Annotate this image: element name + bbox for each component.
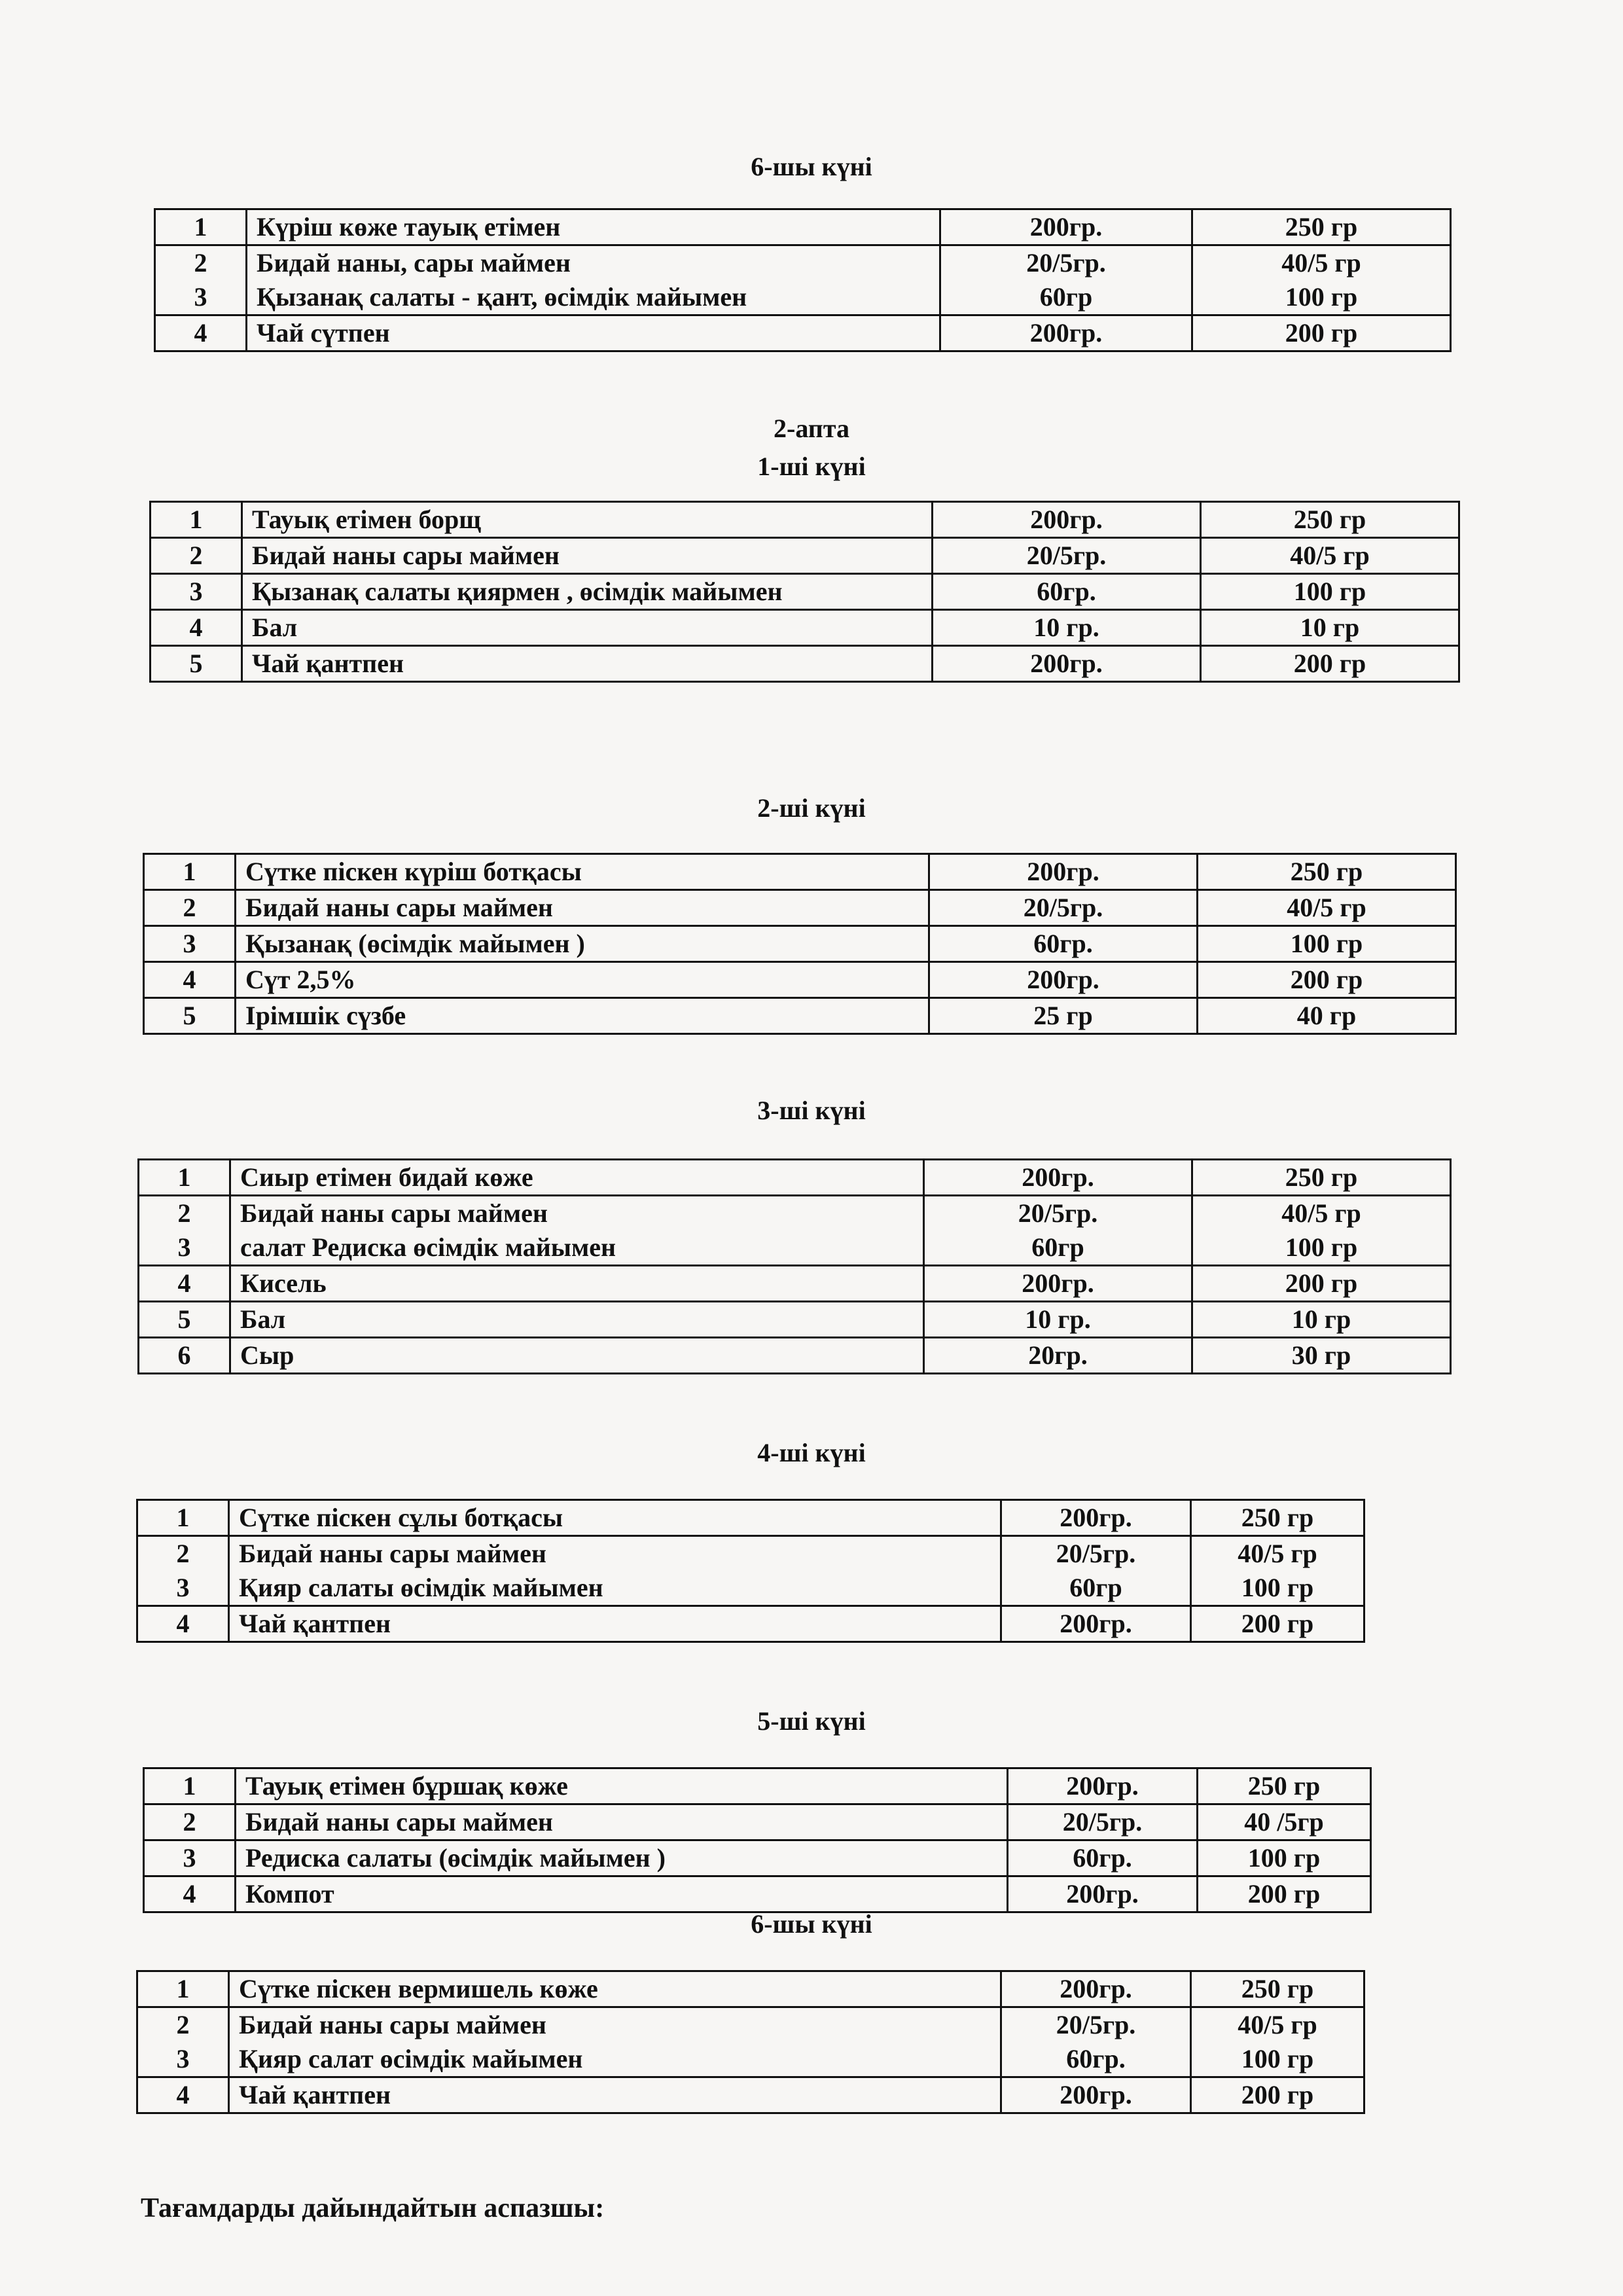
portion-small: 20/5гр. 60гр [924, 1196, 1192, 1266]
portion-small: 200гр. [1001, 2077, 1191, 2113]
portion-small: 20/5гр. [1008, 1804, 1198, 1840]
item-number: 4 [155, 315, 247, 351]
dish-name: Бал [242, 610, 933, 646]
day-heading: 5-ші күні [757, 1706, 866, 1736]
portion-large: 40/5 гр 100 гр [1192, 245, 1451, 315]
table-row [151, 538, 1459, 574]
item-number: 2 3 [137, 2007, 229, 2077]
table-row [151, 610, 1459, 646]
day-heading: 6-шы күні [751, 152, 872, 181]
portion-small: 200гр. [940, 209, 1192, 245]
table-row [137, 2007, 1364, 2077]
item-number: 4 [137, 2077, 229, 2113]
table-row [144, 1804, 1371, 1840]
dish-name: Чай қантпен [242, 646, 933, 682]
dish-name: Сүтке піскен вермишель көже [229, 1971, 1001, 2007]
item-number: 3 [144, 1840, 236, 1876]
table-row [139, 1266, 1451, 1302]
day-heading: 1-ші күні [757, 452, 866, 481]
portion-large: 40 /5гр [1198, 1804, 1371, 1840]
portion-large: 40/5 гр 100 гр [1191, 1536, 1364, 1606]
dish-name: Қызанақ (өсімдік майымен ) [236, 926, 929, 962]
item-number: 2 3 [155, 245, 247, 315]
item-number: 2 [151, 538, 242, 574]
table-row [137, 1536, 1364, 1606]
day-heading: 6-шы күні [751, 1909, 872, 1939]
item-number: 4 [137, 1606, 229, 1642]
portion-small: 200гр. [1001, 1971, 1191, 2007]
table-row [137, 1500, 1364, 1536]
portion-large: 200 гр [1191, 2077, 1364, 2113]
item-number: 1 [155, 209, 247, 245]
day-heading: 3-ші күні [757, 1096, 866, 1125]
week-heading: 2-апта [774, 414, 849, 443]
table-row [144, 1840, 1371, 1876]
dish-name: Қызанақ салаты қиярмен , өсімдік майымен [242, 574, 933, 610]
dish-name: Бидай наны сары маймен [242, 538, 933, 574]
table-row [151, 502, 1459, 538]
table-row [139, 1196, 1451, 1266]
dish-name: Бидай наны сары маймен салат Редиска өсімдік майымен [230, 1196, 924, 1266]
dish-name: Редиска салаты (өсімдік майымен ) [236, 1840, 1008, 1876]
portion-large: 100 гр [1198, 926, 1456, 962]
portion-small: 10 гр. [933, 610, 1201, 646]
item-number: 3 [151, 574, 242, 610]
portion-large: 10 гр [1192, 1302, 1451, 1338]
portion-small: 20/5гр. 60гр [940, 245, 1192, 315]
item-number: 1 [144, 1768, 236, 1804]
dish-name: Сүт 2,5% [236, 962, 929, 998]
item-number: 2 [144, 890, 236, 926]
menu-table [136, 1970, 1365, 2114]
portion-small: 200гр. [933, 502, 1201, 538]
table-row [144, 962, 1456, 998]
portion-small: 200гр. [1001, 1500, 1191, 1536]
dish-name: Ірімшік сүзбе [236, 998, 929, 1034]
portion-small: 25 гр [929, 998, 1198, 1034]
dish-name: Тауық етімен бұршақ көже [236, 1768, 1008, 1804]
table-row [144, 890, 1456, 926]
portion-large: 200 гр [1191, 1606, 1364, 1642]
portion-large: 40/5 гр [1201, 538, 1459, 574]
portion-small: 20/5гр. [929, 890, 1198, 926]
table-row [144, 854, 1456, 890]
table-row [155, 315, 1451, 351]
item-number: 4 [151, 610, 242, 646]
portion-small: 200гр. [1008, 1876, 1198, 1912]
table-row [151, 646, 1459, 682]
table-row [144, 998, 1456, 1034]
day-heading: 4-ші күні [757, 1438, 866, 1467]
portion-large: 200 гр [1198, 1876, 1371, 1912]
menu-table [137, 1158, 1452, 1374]
dish-name: Бидай наны сары маймен [236, 890, 929, 926]
portion-large: 10 гр [1201, 610, 1459, 646]
table-row [139, 1160, 1451, 1196]
portion-large: 100 гр [1201, 574, 1459, 610]
menu-table [136, 1499, 1365, 1643]
item-number: 1 [137, 1500, 229, 1536]
table-row [144, 1876, 1371, 1912]
item-number: 5 [144, 998, 236, 1034]
portion-small: 60гр. [929, 926, 1198, 962]
dish-name: Бидай наны сары маймен [236, 1804, 1008, 1840]
dish-name: Сыр [230, 1338, 924, 1374]
item-number: 5 [139, 1302, 230, 1338]
portion-large: 200 гр [1198, 962, 1456, 998]
table-row [155, 245, 1451, 315]
portion-small: 200гр. [929, 854, 1198, 890]
item-number: 1 [139, 1160, 230, 1196]
item-number: 4 [144, 962, 236, 998]
dish-name: Сиыр етімен бидай көже [230, 1160, 924, 1196]
portion-small: 20/5гр. 60гр [1001, 1536, 1191, 1606]
item-number: 1 [151, 502, 242, 538]
menu-table [143, 853, 1457, 1035]
portion-large: 200 гр [1192, 1266, 1451, 1302]
table-row [144, 926, 1456, 962]
portion-small: 60гр. [1008, 1840, 1198, 1876]
cook-signature-label: Тағамдарды дайындайтын аспазшы: [141, 2193, 605, 2223]
portion-large: 100 гр [1198, 1840, 1371, 1876]
item-number: 2 3 [137, 1536, 229, 1606]
portion-large: 250 гр [1198, 1768, 1371, 1804]
portion-small: 20/5гр. 60гр. [1001, 2007, 1191, 2077]
dish-name: Сүтке піскен сұлы ботқасы [229, 1500, 1001, 1536]
item-number: 4 [144, 1876, 236, 1912]
table-row [137, 1606, 1364, 1642]
portion-large: 250 гр [1201, 502, 1459, 538]
portion-small: 200гр. [924, 1266, 1192, 1302]
dish-name: Бидай наны, сары маймен Қызанақ салаты - қант, өсімдік майымен [247, 245, 940, 315]
portion-small: 200гр. [924, 1160, 1192, 1196]
portion-small: 200гр. [1008, 1768, 1198, 1804]
table-row [155, 209, 1451, 245]
item-number: 6 [139, 1338, 230, 1374]
dish-name: Бал [230, 1302, 924, 1338]
portion-large: 250 гр [1191, 1971, 1364, 2007]
portion-large: 30 гр [1192, 1338, 1451, 1374]
dish-name: Чай қантпен [229, 2077, 1001, 2113]
portion-small: 200гр. [1001, 1606, 1191, 1642]
dish-name: Сүтке піскен күріш ботқасы [236, 854, 929, 890]
table-row [151, 574, 1459, 610]
portion-large: 250 гр [1198, 854, 1456, 890]
day-heading: 2-ші күні [757, 793, 866, 823]
dish-name: Бидай наны сары маймен Қияр салаты өсімдік майымен [229, 1536, 1001, 1606]
item-number: 2 [144, 1804, 236, 1840]
portion-large: 250 гр [1192, 209, 1451, 245]
portion-small: 60гр. [933, 574, 1201, 610]
dish-name: Тауық етімен борщ [242, 502, 933, 538]
portion-large: 250 гр [1191, 1500, 1364, 1536]
portion-small: 200гр. [929, 962, 1198, 998]
dish-name: Чай сүтпен [247, 315, 940, 351]
table-row [137, 2077, 1364, 2113]
menu-table [154, 208, 1452, 352]
portion-large: 40 гр [1198, 998, 1456, 1034]
item-number: 5 [151, 646, 242, 682]
item-number: 2 3 [139, 1196, 230, 1266]
portion-large: 200 гр [1201, 646, 1459, 682]
dish-name: Бидай наны сары маймен Қияр салат өсімдік майымен [229, 2007, 1001, 2077]
menu-table [149, 501, 1460, 683]
dish-name: Чай қантпен [229, 1606, 1001, 1642]
dish-name: Күріш көже тауық етімен [247, 209, 940, 245]
portion-small: 200гр. [933, 646, 1201, 682]
portion-small: 200гр. [940, 315, 1192, 351]
portion-small: 10 гр. [924, 1302, 1192, 1338]
item-number: 1 [137, 1971, 229, 2007]
menu-table [143, 1767, 1372, 1913]
portion-small: 20гр. [924, 1338, 1192, 1374]
portion-large: 250 гр [1192, 1160, 1451, 1196]
portion-small: 20/5гр. [933, 538, 1201, 574]
portion-large: 200 гр [1192, 315, 1451, 351]
dish-name: Кисель [230, 1266, 924, 1302]
portion-large: 40/5 гр 100 гр [1191, 2007, 1364, 2077]
item-number: 1 [144, 854, 236, 890]
portion-large: 40/5 гр 100 гр [1192, 1196, 1451, 1266]
portion-large: 40/5 гр [1198, 890, 1456, 926]
table-row [144, 1768, 1371, 1804]
item-number: 3 [144, 926, 236, 962]
table-row [139, 1338, 1451, 1374]
item-number: 4 [139, 1266, 230, 1302]
dish-name: Компот [236, 1876, 1008, 1912]
table-row [137, 1971, 1364, 2007]
table-row [139, 1302, 1451, 1338]
